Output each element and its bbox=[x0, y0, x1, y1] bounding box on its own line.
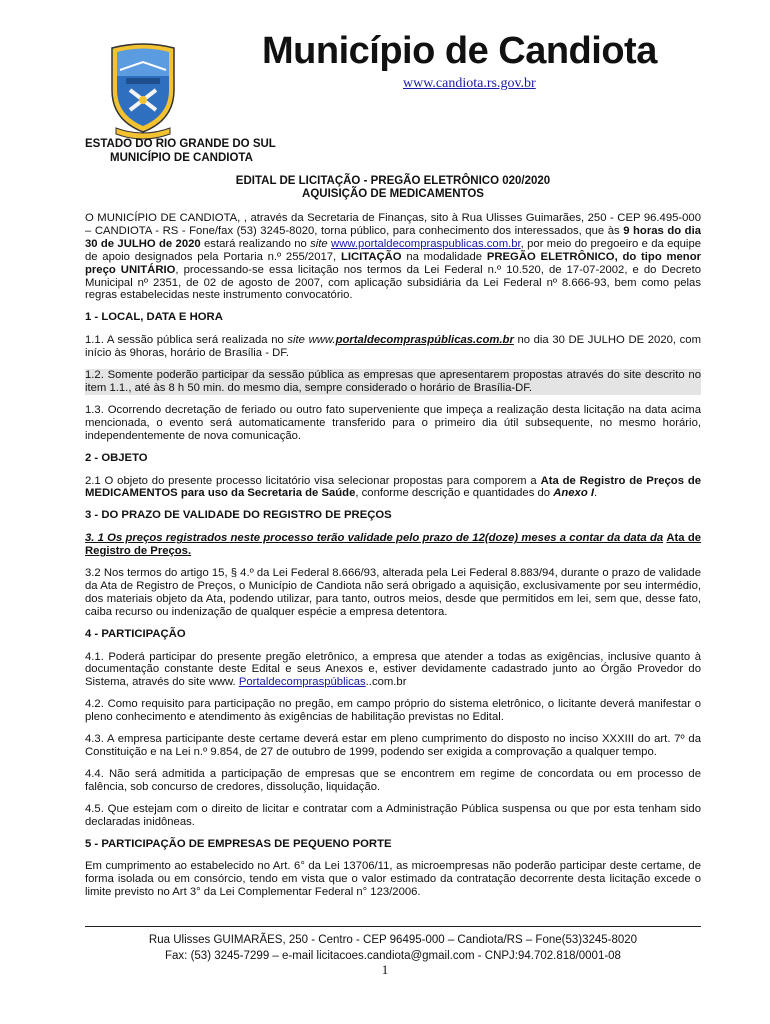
item-4-1: 4.1. Poderá participar do presente pregão eletrônico, a empresa que atender a todas as exigências, inclusive quanto à documentação constante deste Edital e seus Anexos e, estiver devidamente cadastrado junto ao Órgão Provedor do Sistema, através do site www. Portaldecompraspúblicas..com.br bbox=[85, 650, 701, 689]
item-3-2: 3.2 Nos termos do artigo 15, § 4.º da Lei Federal 8.666/93, alterada pela Lei Federal 8.883/94, durante o prazo de validade da Ata de Registro de Preços, o Município de Candiota não será obrigado a aquisição, exclusivamente por seu intermédio, dos materiais objeto da Ata, podendo utilizar, para tanto, outros meios, desde que permitidos em lei, sem que, desse fato, caiba recurso ou indenização de qualquer espécie a empresa detentora. bbox=[85, 567, 701, 618]
footer bbox=[85, 932, 701, 964]
edital-title-line2: AQUISIÇÃO DE MEDICAMENTOS bbox=[302, 188, 484, 200]
footer-divider bbox=[85, 926, 701, 927]
section-4-heading: 4 - PARTICIPAÇÃO bbox=[85, 627, 186, 640]
section-3-heading: 3 - DO PRAZO DE VALIDADE DO REGISTRO DE PREÇOS bbox=[85, 509, 392, 522]
section-2-heading: 2 - OBJETO bbox=[85, 451, 148, 464]
section-5-heading: 5 - PARTICIPAÇÃO DE EMPRESAS DE PEQUENO PORTE bbox=[85, 837, 392, 850]
state-name: ESTADO DO RIO GRANDE DO SUL bbox=[85, 138, 276, 150]
portal-link[interactable]: www.portaldecompraspublicas.com.br bbox=[331, 237, 521, 250]
intro-paragraph: O MUNICÍPIO DE CANDIOTA, , através da Secretaria de Finanças, sito à Rua Ulisses Guimarães, 250 - CEP 96.495-000 – CANDIOTA - RS - Fone/fax (53) 3245-8020, torna público, para conhecimento dos interessados, que às 9 horas do dia 30 de JULHO de 2020 estará realizando no site www.portaldecompraspublicas.com.br, por meio do pregoeiro e da equipe de apoio designados pela Portaria n.º 255/2017, LICITAÇÃO na modalidade PREGÃO ELETRÔNICO, do tipo menor preço UNITÁRIO, processando-se essa licitação nos termos da Lei Federal n.º 10.520, de 17-07-2002, e do Decreto Municipal nº 2351, de 02 de agosto de 2007, com aplicação subsidiária da Lei Federal nº 8.666-93, bem como pelas regras estabelecidas neste instrumento convocatório. bbox=[85, 212, 702, 302]
item-5-1: Em cumprimento ao estabelecido no Art. 6° da Lei 13706/11, as microempresas não poderão participar deste certame, de forma isolada ou em consórcio, tendo em vista que o valor estimado da contratação decorrente desta licitação excede o limite previsto no Art 3° da Lei Complementar Federal n° 123/2006. bbox=[85, 860, 701, 899]
edital-title bbox=[85, 175, 701, 201]
section-1-heading: 1 - LOCAL, DATA E HORA bbox=[85, 311, 223, 324]
footer-address: Rua Ulisses GUIMARÃES, 250 - Centro - CEP 96495-000 – Candiota/RS – Fone(53)3245-8020 bbox=[148, 934, 638, 946]
website-link[interactable]: www.candiota.rs.gov.br bbox=[403, 76, 536, 91]
footer-contact: Fax: (53) 3245-7299 – e-mail licitacoes.candiota@gmail.com - CNPJ:94.702.818/0001-08 bbox=[165, 950, 621, 962]
item-3-1: 3. 1 Os preços registrados neste processo terão validade pelo prazo de 12(doze) meses a contar da data da Ata de Registro de Preços. bbox=[85, 532, 701, 558]
portal-link-2[interactable]: Portaldecompraspúblicas bbox=[238, 676, 366, 689]
municipality-name: MUNICÍPIO DE CANDIOTA bbox=[110, 152, 253, 164]
item-2-1: 2.1 O objeto do presente processo licitatório visa selecionar propostas para comporem a Ata de Registro de Preços de MEDICAMENTOS para uso da Secretaria de Saúde, conforme descrição e quantidades do Anexo I. bbox=[85, 474, 702, 500]
item-4-3: 4.3. A empresa participante deste certame deverá estar em pleno cumprimento do disposto no inciso XXXIII do art. 7º da Constituição e na Lei n.º 9.854, de 27 de outubro de 1999, podendo ser exigida a comprovação a qualquer tempo. bbox=[85, 733, 701, 758]
item-4-2: 4.2. Como requisito para participação no pregão, em campo próprio do sistema eletrônico, o licitante deverá manifestar o pleno conhecimento e atendimento às exigências de habilitação previstas no Edital. bbox=[85, 698, 701, 724]
coat-of-arms-icon bbox=[100, 40, 186, 140]
item-1-1: 1.1. A sessão pública será realizada no site www.portaldecompraspúblicas.com.br no dia 30 DE JULHO DE 2020, com início às 9horas, horário de Brasília - DF. bbox=[85, 334, 701, 360]
page-number: 1 bbox=[381, 962, 389, 977]
edital-title-line1: EDITAL DE LICITAÇÃO - PREGÃO ELETRÔNICO 020/2020 bbox=[235, 175, 551, 187]
item-4-5: 4.5. Que estejam com o direito de licitar e contratar com a Administração Pública suspensa ou que por esta tenham sido declaradas inidôneas. bbox=[85, 802, 701, 828]
item-4-4: 4.4. Não será admitida a participação de empresas que se encontrem em regime de concordata ou em processo de falência, sob concurso de credores, dissolução, liquidação. bbox=[85, 767, 701, 793]
item-1-2: 1.2. Somente poderão participar da sessão pública as empresas que apresentarem propostas através do site descrito no item 1.1., até às 8 h 50 min. do mesmo dia, sempre considerado o horário de Brasília-DF. bbox=[85, 369, 701, 394]
item-1-3: 1.3. Ocorrendo decretação de feriado ou outro fato superveniente que impeça a realização desta licitação na data acima mencionada, o evento será automaticamente transferido para o primeiro dia útil subsequente, no mesmo horário, independentemente de nova comunicação. bbox=[85, 403, 701, 442]
document-body bbox=[85, 212, 701, 908]
municipality-title: Município de Candiota bbox=[262, 30, 657, 72]
issuer-block bbox=[85, 137, 276, 165]
